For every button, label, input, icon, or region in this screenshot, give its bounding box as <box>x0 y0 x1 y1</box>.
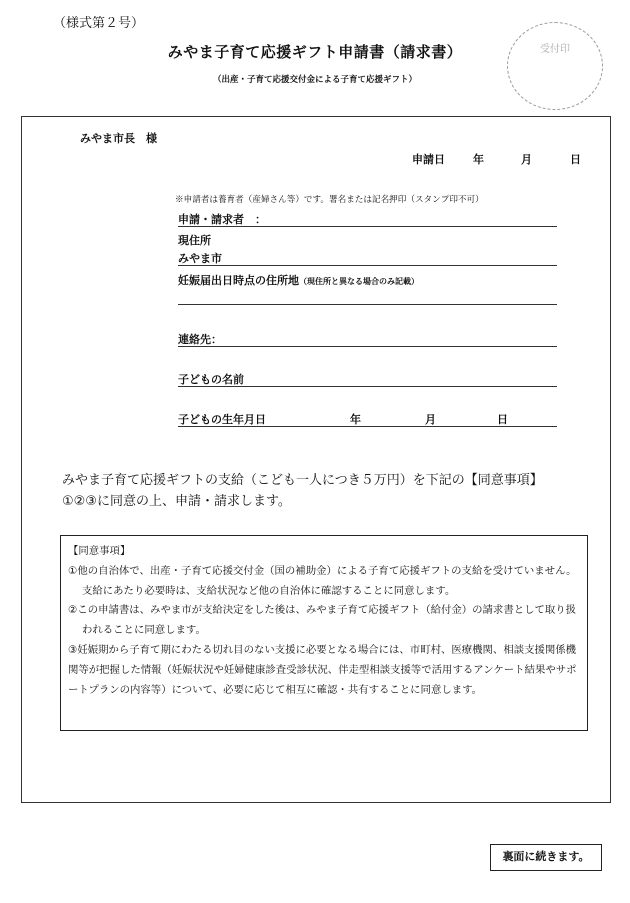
address-label-row <box>178 232 557 247</box>
consent-item-3: ③妊娠期から子育て期にわたる切れ目のない支援に必要となる場合には、市町村、医療機関、相談支援関係機関等が把握した情報（妊娠状況や妊婦健康診査受診状況、伴走型相談支援等で活用するアンケート結果やサポートプランの内容等）について、必要に応じて相互に確認・共有することに同意します。 <box>68 643 577 696</box>
child-birthdate-field[interactable] <box>178 411 557 427</box>
applicant-field[interactable] <box>178 211 557 227</box>
continue-notice: 裏面に続きます。 <box>490 844 602 871</box>
consent-item-1: ①他の自治体で、出産・子育て応援交付金（国の補助金）による子育て応援ギフトの支給を受けていません。支給にあたり必要時は、支給状況など他の自治体に確認することに同意します。 <box>68 564 577 597</box>
pregnancy-address-label-row <box>178 272 557 287</box>
date-year-label: 年 <box>473 153 484 166</box>
page-title: みやま子育て応援ギフト申請書（請求書） <box>167 43 463 61</box>
birth-month-label: 月 <box>425 413 436 426</box>
child-name-field[interactable] <box>178 371 557 387</box>
address-field[interactable] <box>178 250 557 266</box>
signature-note: ※申請者は養育者（産婦さん等）です。署名または記名押印（スタンプ印不可） <box>175 195 484 205</box>
birth-year-label: 年 <box>350 413 361 426</box>
pregnancy-address-note: （現住所と異なる場合のみ記載） <box>299 277 419 286</box>
date-label: 申請日 <box>412 153 445 166</box>
date-month-label: 月 <box>521 153 532 166</box>
page-subtitle: （出産・子育て応援交付金による子育て応援ギフト） <box>212 75 417 85</box>
applicant-label: 申請・請求者 ： <box>178 213 266 226</box>
consent-box <box>60 535 588 731</box>
form-number: （様式第２号） <box>53 16 145 31</box>
contact-field[interactable] <box>178 331 557 347</box>
address-label: 現住所 <box>178 234 211 247</box>
pregnancy-address-field[interactable] <box>178 289 557 305</box>
child-birth-label: 子どもの生年月日 <box>178 413 266 426</box>
addressee: みやま市長 様 <box>80 132 157 145</box>
date-day-label: 日 <box>570 153 581 166</box>
child-name-label: 子どもの名前 <box>178 373 244 386</box>
contact-label: 連絡先： <box>178 333 222 346</box>
birth-day-label: 日 <box>497 413 508 426</box>
reception-stamp-area <box>507 22 603 110</box>
consent-item-2: ②この申請書は、みやま市が支給決定をした後は、みやま子育て応援ギフト（給付金）の請求書として取り扱われることに同意します。 <box>68 604 577 637</box>
stamp-label: 受付印 <box>540 44 570 55</box>
declaration-text: みやま子育て応援ギフトの支給（こども一人につき５万円）を下記の【同意事項】①②③に同意の上、申請・請求します。 <box>62 473 543 509</box>
pregnancy-address-label: 妊娠届出日時点の住所地 <box>178 274 299 287</box>
city-prefix: みやま市 <box>178 252 222 265</box>
consent-heading: 【同意事項】 <box>68 545 131 557</box>
